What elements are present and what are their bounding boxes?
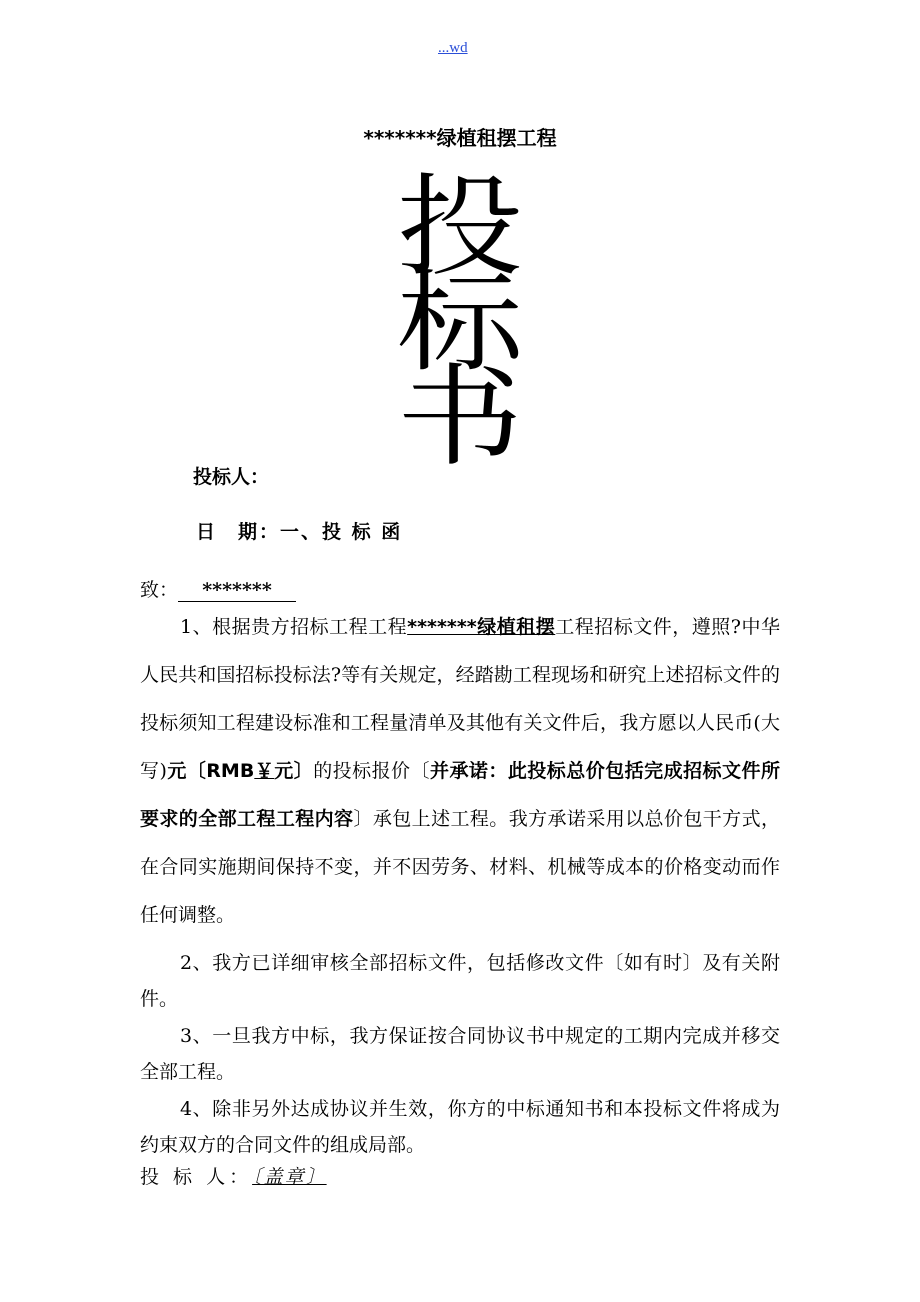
- header-mark: ...wd: [438, 40, 468, 56]
- p4-text: 4、除非另外达成协议并生效，你方的中标通知书和本投标文件将成为约束双方的合同文件的组成局部。: [140, 1098, 780, 1156]
- p1-project-name: *******绿植租摆: [407, 616, 556, 638]
- p1-commitment: 并承诺：此投标总价包括完成招标文件所要求的全部工程工程内容: [140, 760, 780, 830]
- date-label: 日 期：: [196, 521, 281, 543]
- p2-text: 2、我方已详细审核全部招标文件，包括修改文件〔如有时〕及有关附件。: [140, 952, 780, 1010]
- p1-rmb: 元〔RMB: [166, 760, 255, 782]
- p1-yen: ￥: [254, 760, 275, 782]
- p3-text: 3、一旦我方中标，我方保证按合同协议书中规定的工期内完成并移交全部工程。: [140, 1025, 780, 1083]
- p1-text-g: 〕承包上述工程。我方承诺采用以总价包干方式，在合同实施期间保持不变，并不因劳务、材料、机械等成本的价格变动而作任何调整。: [140, 808, 780, 926]
- to-label: 致：: [140, 579, 179, 601]
- p1-text-e: 的投标报价〔: [313, 760, 430, 782]
- bidder-label: 投标人：: [193, 466, 270, 488]
- paragraph-4: [140, 1091, 780, 1163]
- sign-label: 投 标 人：: [140, 1166, 253, 1188]
- cover-char-shu: 书: [396, 353, 524, 481]
- paragraph-3: [140, 1018, 780, 1090]
- addressee-line: [140, 575, 296, 602]
- cover-char-biao: 标: [396, 259, 524, 387]
- date-line: [196, 517, 402, 544]
- section-title: 一、投 标 函: [280, 521, 403, 543]
- paragraph-2: [140, 945, 780, 1017]
- cover-char-tou: 投: [396, 163, 524, 291]
- addressee-value: *******: [178, 579, 296, 602]
- paragraph-1: [140, 603, 780, 939]
- seal-placeholder: 〔盖章〕: [252, 1166, 327, 1188]
- p1-text-b: 工程招标文件，遵照?中华人民共和国招标投标法?等有关规定，经踏勘工程现场和研究上述招标文件的投标须知工程建设标准和工程量清单及其他有关文件后，我方愿以人民币(大写): [140, 616, 780, 782]
- signature-line: [140, 1162, 327, 1189]
- p1-text-a: 1、根据贵方招标工程工程: [180, 616, 408, 638]
- project-title: *******绿植租摆工程: [363, 126, 557, 150]
- p1-yuan: 元〕: [274, 760, 314, 782]
